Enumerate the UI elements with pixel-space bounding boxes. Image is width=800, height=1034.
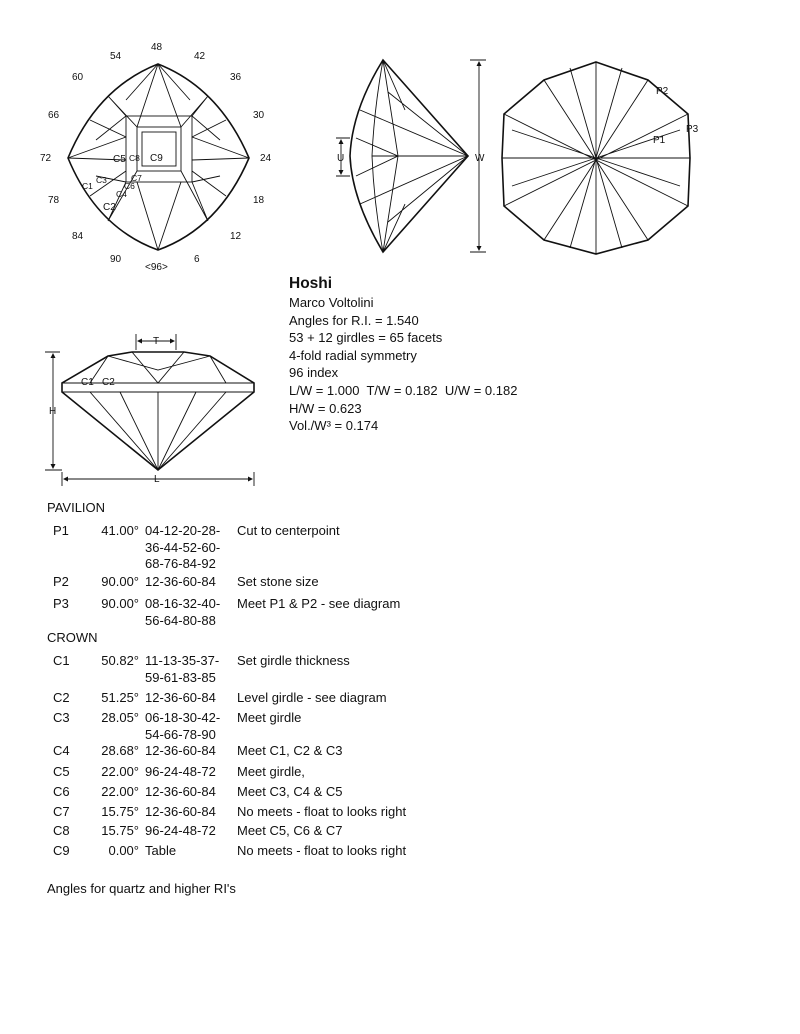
facet-index <box>145 690 235 707</box>
facet-angle: 50.82° <box>101 653 139 668</box>
index-line: 68-76-84-92 <box>145 556 216 572</box>
facet-label: C5 <box>113 154 126 165</box>
index-line: 12-36-60-84 <box>145 574 216 589</box>
index-label: 30 <box>253 110 265 121</box>
index-label: 72 <box>40 153 52 164</box>
index-label: 42 <box>194 51 206 62</box>
index-line: 56-64-80-88 <box>145 612 216 628</box>
facet-instructions: Meet C3, C4 & C5 <box>237 784 343 799</box>
index-line: 59-61-83-85 <box>145 669 216 685</box>
index-line: 54-66-78-90 <box>145 726 216 742</box>
dimension-h: H <box>49 406 57 417</box>
facet-index <box>145 764 235 781</box>
facet-label-p1: P1 <box>653 135 666 146</box>
facet-angle: 15.75° <box>101 804 139 819</box>
refractive-index: Angles for R.I. = 1.540 <box>289 312 419 328</box>
facet-id: C1 <box>53 653 70 668</box>
facet-instructions: Meet girdle, <box>237 764 305 779</box>
dimension-t: T <box>153 336 160 347</box>
index-label: <96> <box>145 262 168 273</box>
facet-index <box>145 804 235 821</box>
facet-label: C3 <box>96 175 107 185</box>
footer-note: Angles for quartz and higher RI's <box>47 881 236 896</box>
facet-id: P1 <box>53 523 69 538</box>
facet-index <box>145 653 235 686</box>
index-line: 11-13-35-37- <box>145 653 220 668</box>
design-title: Hoshi <box>289 275 333 292</box>
facet-label: C2 <box>103 202 116 213</box>
facet-instructions: Level girdle - see diagram <box>237 690 387 705</box>
pavilion-heading: PAVILION <box>47 500 106 515</box>
facet-label-c2: C2 <box>102 377 115 388</box>
index-line: Table <box>145 843 177 858</box>
index-label: 18 <box>253 195 265 206</box>
index-line: 12-36-60-84 <box>145 784 216 799</box>
side-view <box>336 60 486 252</box>
facet-id: C7 <box>53 804 70 819</box>
facet-label-p3: P3 <box>686 124 699 135</box>
facet-instructions: Set stone size <box>237 574 319 589</box>
facet-angle: 41.00° <box>101 523 139 538</box>
facet-angle: 22.00° <box>101 784 139 799</box>
facet-instructions: Meet girdle <box>237 710 302 725</box>
pavilion-bottom-view <box>502 62 699 254</box>
symmetry: 4-fold radial symmetry <box>289 347 417 363</box>
facet-id: P3 <box>53 596 69 611</box>
facet-angle: 28.05° <box>101 710 139 725</box>
facet-label: C9 <box>150 153 163 164</box>
facet-instructions: No meets - float to looks right <box>237 804 407 819</box>
facet-angle: 0.00° <box>108 843 139 858</box>
facet-label: C7 <box>131 173 142 183</box>
index-label: 36 <box>230 72 242 83</box>
facet-index <box>145 710 235 743</box>
facet-id: C3 <box>53 710 70 725</box>
index-line: 04-12-20-28- <box>145 523 221 538</box>
facet-id: C4 <box>53 743 70 758</box>
stone-info <box>289 274 517 435</box>
facet-label-c1: C1 <box>81 377 94 388</box>
profile-view <box>45 334 254 486</box>
index-line: 12-36-60-84 <box>145 743 216 758</box>
facet-id: P2 <box>53 574 69 589</box>
index-label: 84 <box>72 231 84 242</box>
facet-instructions: Meet P1 & P2 - see diagram <box>237 596 401 611</box>
facet-index <box>145 784 235 801</box>
facet-label-p2: P2 <box>656 86 669 97</box>
index-line: 12-36-60-84 <box>145 804 216 819</box>
index-label: 90 <box>110 254 122 265</box>
index-label: 66 <box>48 110 60 121</box>
facet-index <box>145 574 235 591</box>
index-label: 48 <box>151 42 163 53</box>
index-line: 36-44-52-60- <box>145 539 221 555</box>
index-label: 54 <box>110 51 122 62</box>
facet-angle: 51.25° <box>101 690 139 705</box>
index-label: 12 <box>230 231 242 242</box>
facet-id: C6 <box>53 784 70 799</box>
facet-index <box>145 523 235 573</box>
crown-heading: CROWN <box>47 630 98 645</box>
ratios: L/W = 1.000 T/W = 0.182 U/W = 0.182 <box>289 382 518 398</box>
dimension-l: L <box>154 474 160 485</box>
facet-id: C8 <box>53 823 70 838</box>
index-label: 6 <box>194 254 200 265</box>
facet-count: 53 + 12 girdles = 65 facets <box>289 330 443 346</box>
facet-angle: 90.00° <box>101 574 139 589</box>
facet-index <box>145 823 235 840</box>
designer-name: Marco Voltolini <box>289 295 374 310</box>
facet-angle: 22.00° <box>101 764 139 779</box>
index-label: 60 <box>72 72 84 83</box>
facet-id: C9 <box>53 843 70 858</box>
index-line: 96-24-48-72 <box>145 764 216 779</box>
facet-instructions: Cut to centerpoint <box>237 523 340 538</box>
dimension-w: W <box>475 153 485 164</box>
facet-instructions: Meet C5, C6 & C7 <box>237 823 343 838</box>
facet-label: C1 <box>82 181 93 191</box>
facet-index <box>145 596 235 629</box>
facet-label: C4 <box>116 189 127 199</box>
facet-angle: 90.00° <box>101 596 139 611</box>
facet-label: C8 <box>129 153 140 163</box>
index-line: 96-24-48-72 <box>145 823 216 838</box>
crown-top-view <box>40 42 272 273</box>
facet-label: C6 <box>124 181 135 191</box>
index-label: 78 <box>48 195 60 206</box>
facet-angle: 28.68° <box>101 743 139 758</box>
dimension-u: U <box>337 153 345 164</box>
facet-angle: 15.75° <box>101 823 139 838</box>
facet-id: C2 <box>53 690 70 705</box>
facet-index <box>145 843 235 860</box>
index-gear: 96 index <box>289 365 339 381</box>
index-line: 12-36-60-84 <box>145 690 216 705</box>
facet-instructions: Meet C1, C2 & C3 <box>237 743 343 758</box>
index-line: 08-16-32-40- <box>145 596 221 611</box>
index-label: 24 <box>260 153 272 164</box>
facet-instructions: Set girdle thickness <box>237 653 350 668</box>
volume-ratio: Vol./W³ = 0.174 <box>289 418 379 434</box>
index-line: 06-18-30-42- <box>145 710 221 725</box>
height-width-ratio: H/W = 0.623 <box>289 400 362 416</box>
facet-id: C5 <box>53 764 70 779</box>
facet-index <box>145 743 235 760</box>
facet-instructions: No meets - float to looks right <box>237 843 407 858</box>
